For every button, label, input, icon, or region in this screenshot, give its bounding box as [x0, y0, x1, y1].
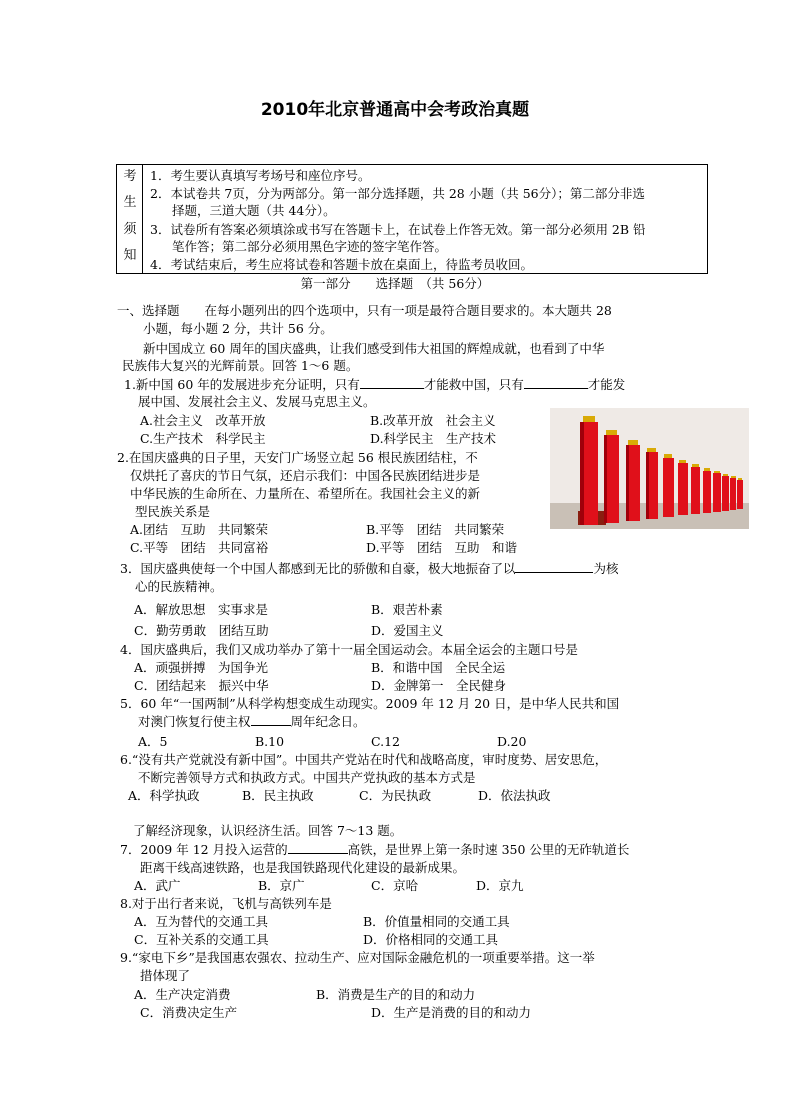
option-d: D．依法执政: [478, 788, 551, 803]
option-d: D．生产是消费的目的和动力: [371, 1005, 532, 1020]
question-text: 高铁，是世界上第一条时速 350 公里的无砟轨道长: [347, 842, 630, 857]
notice-line: 1．考生要认真填写考场号和座位序号。: [150, 168, 371, 183]
option-c: C．为民执政: [359, 788, 432, 803]
option-c: C．勤劳勇敢 团结互助: [134, 623, 269, 638]
passage-text: 新中国成立 60 周年的国庆盛典，让我们感受到伟大祖国的辉煌成就，也看到了中华: [143, 341, 605, 356]
page-title: 2010年北京普通高中会考政治真题: [260, 100, 530, 120]
notice-label-column: [117, 165, 143, 273]
question-5-stem: 5．60 年“一国两制”从科学构想变成生动现实。2009 年 12 月 20 日，是中华人民共和国: [120, 696, 620, 711]
option-b: B.10: [255, 734, 285, 749]
question-6-stem: 6.“没有共产党就没有新中国”。中国共产党站在时代和战略高度，审时度势、居安思危，: [120, 752, 608, 767]
option-a: A.团结 互助 共同繁荣: [130, 522, 269, 537]
question-1-stem: [124, 376, 625, 394]
notice-line: 4．考试结束后，考生应将试卷和答题卡放在桌面上，待监考员收回。: [150, 257, 533, 272]
question-4-stem: 4．国庆盛典后，我们又成功举办了第十一届全国运动会。本届全运会的主题口号是: [120, 642, 578, 657]
answer-blank: [288, 841, 348, 854]
question-3-stem: [120, 560, 618, 578]
option-c: C．京哈: [371, 878, 419, 893]
question-text: 措体现了: [140, 968, 191, 983]
option-b: B．消费是生产的目的和动力: [316, 987, 476, 1002]
question-text: 型民族关系是: [135, 504, 211, 519]
answer-blank: [360, 376, 424, 389]
question-text: 周年纪念日。: [290, 714, 366, 729]
option-b: B．和谐中国 全民全运: [371, 660, 506, 675]
question-text: 仅烘托了喜庆的节日气氛，还启示我们：中国各民族团结进步是: [130, 468, 481, 483]
notice-line: 3．试卷所有答案必须填涂或书写在答题卡上，在试卷上作答无效。第一部分必须用 2B 铅: [150, 222, 646, 237]
answer-blank: [251, 713, 291, 726]
question-text: 才能救中国，只有: [423, 377, 524, 392]
question-text: 展中国、发展社会主义、发展马克思主义。: [138, 394, 376, 409]
section-intro-line: 小题，每小题 2 分，共计 56 分。: [143, 321, 333, 336]
option-a: A．解放思想 实事求是: [134, 602, 269, 617]
section-intro-line: 一、选择题 在每小题列出的四个选项中，只有一项是最符合题目要求的。本大题共 28: [117, 303, 612, 318]
option-c: C．互补关系的交通工具: [134, 932, 269, 947]
notice-line: 择题，三道大题（共 44分）。: [172, 203, 336, 218]
question-text: 对澳门恢复行使主权: [138, 714, 251, 729]
option-b: B.改革开放 社会主义: [370, 413, 496, 428]
notice-line: 2．本试卷共 7页，分为两部分。第一部分选择题，共 28 小题（共 56分）；第二部分非选: [150, 186, 645, 201]
question-8-stem: 8.对于出行者来说，飞机与高铁列车是: [120, 896, 332, 911]
question-text: 才能发: [587, 377, 626, 392]
passage-text: 民族伟大复兴的光辉前景。回答 1～6 题。: [122, 358, 359, 373]
national-unity-pillars-photo: [550, 408, 749, 529]
option-a: A．顽强拼搏 为国争光: [134, 660, 269, 675]
notice-label-char: 考: [123, 169, 137, 184]
notice-label-char: 知: [123, 248, 137, 263]
option-a: A．科学执政: [128, 788, 200, 803]
option-c: C.12: [371, 734, 400, 749]
option-c: C.生产技术 科学民主: [140, 431, 266, 446]
option-d: D．价格相同的交通工具: [363, 932, 499, 947]
option-b: B．艰苦朴素: [371, 602, 443, 617]
question-text: 3．国庆盛典使每一个中国人都感到无比的骄傲和自豪，极大地振奋了以: [120, 561, 516, 576]
notice-label-char: 生: [123, 195, 137, 210]
question-2-stem: 2.在国庆盛典的日子里，天安门广场竖立起 56 根民族团结柱，不: [117, 450, 478, 465]
exam-notice-box: [116, 164, 708, 274]
passage-text: 了解经济现象，认识经济生活。回答 7～13 题。: [133, 823, 403, 838]
question-text: 1.新中国 60 年的发展进步充分证明，只有: [124, 377, 360, 392]
option-b: B．京广: [258, 878, 305, 893]
option-a: A.社会主义 改革开放: [140, 413, 266, 428]
pillars-illustration: [550, 408, 749, 529]
notice-label-char: 须: [123, 222, 137, 237]
question-text: 7．2009 年 12 月投入运营的: [120, 842, 288, 857]
question-text: 距离干线高速铁路，也是我国铁路现代化建设的最新成果。: [140, 860, 466, 875]
option-a: A．武广: [134, 878, 181, 893]
question-text: 为核: [593, 561, 619, 576]
answer-blank: [515, 560, 593, 573]
option-c: C.平等 团结 共同富裕: [130, 540, 269, 555]
option-d: D.20: [497, 734, 527, 749]
option-a: A．互为替代的交通工具: [134, 914, 269, 929]
option-a: A．5: [138, 734, 168, 749]
option-b: B．价值量相同的交通工具: [363, 914, 510, 929]
option-b: B.平等 团结 共同繁荣: [366, 522, 505, 537]
option-d: D.平等 团结 互助 和谐: [366, 540, 518, 555]
question-text: [138, 713, 366, 731]
question-9-stem: 9.“家电下乡”是我国惠农强农、拉动生产、应对国际金融危机的一项重要举措。这一举: [120, 950, 595, 965]
answer-blank: [524, 376, 588, 389]
option-c: C．消费决定生产: [140, 1005, 238, 1020]
question-text: 中华民族的生命所在、力量所在、希望所在。我国社会主义的新: [130, 486, 481, 501]
option-d: D．京九: [476, 878, 524, 893]
question-text: 不断完善领导方式和执政方式。中国共产党执政的基本方式是: [138, 770, 476, 785]
question-7-stem: [120, 841, 629, 859]
option-c: C．团结起来 振兴中华: [134, 678, 269, 693]
option-d: D．爱国主义: [371, 623, 444, 638]
option-a: A．生产决定消费: [134, 987, 231, 1002]
option-d: D．金牌第一 全民健身: [371, 678, 507, 693]
option-d: D.科学民主 生产技术: [370, 431, 497, 446]
notice-line: 笔作答；第二部分必须用黑色字迹的签字笔作答。: [172, 239, 448, 254]
question-text: 心的民族精神。: [135, 579, 223, 594]
option-b: B．民主执政: [242, 788, 314, 803]
part-one-heading: 第一部分 选择题 （共 56分）: [300, 276, 490, 291]
